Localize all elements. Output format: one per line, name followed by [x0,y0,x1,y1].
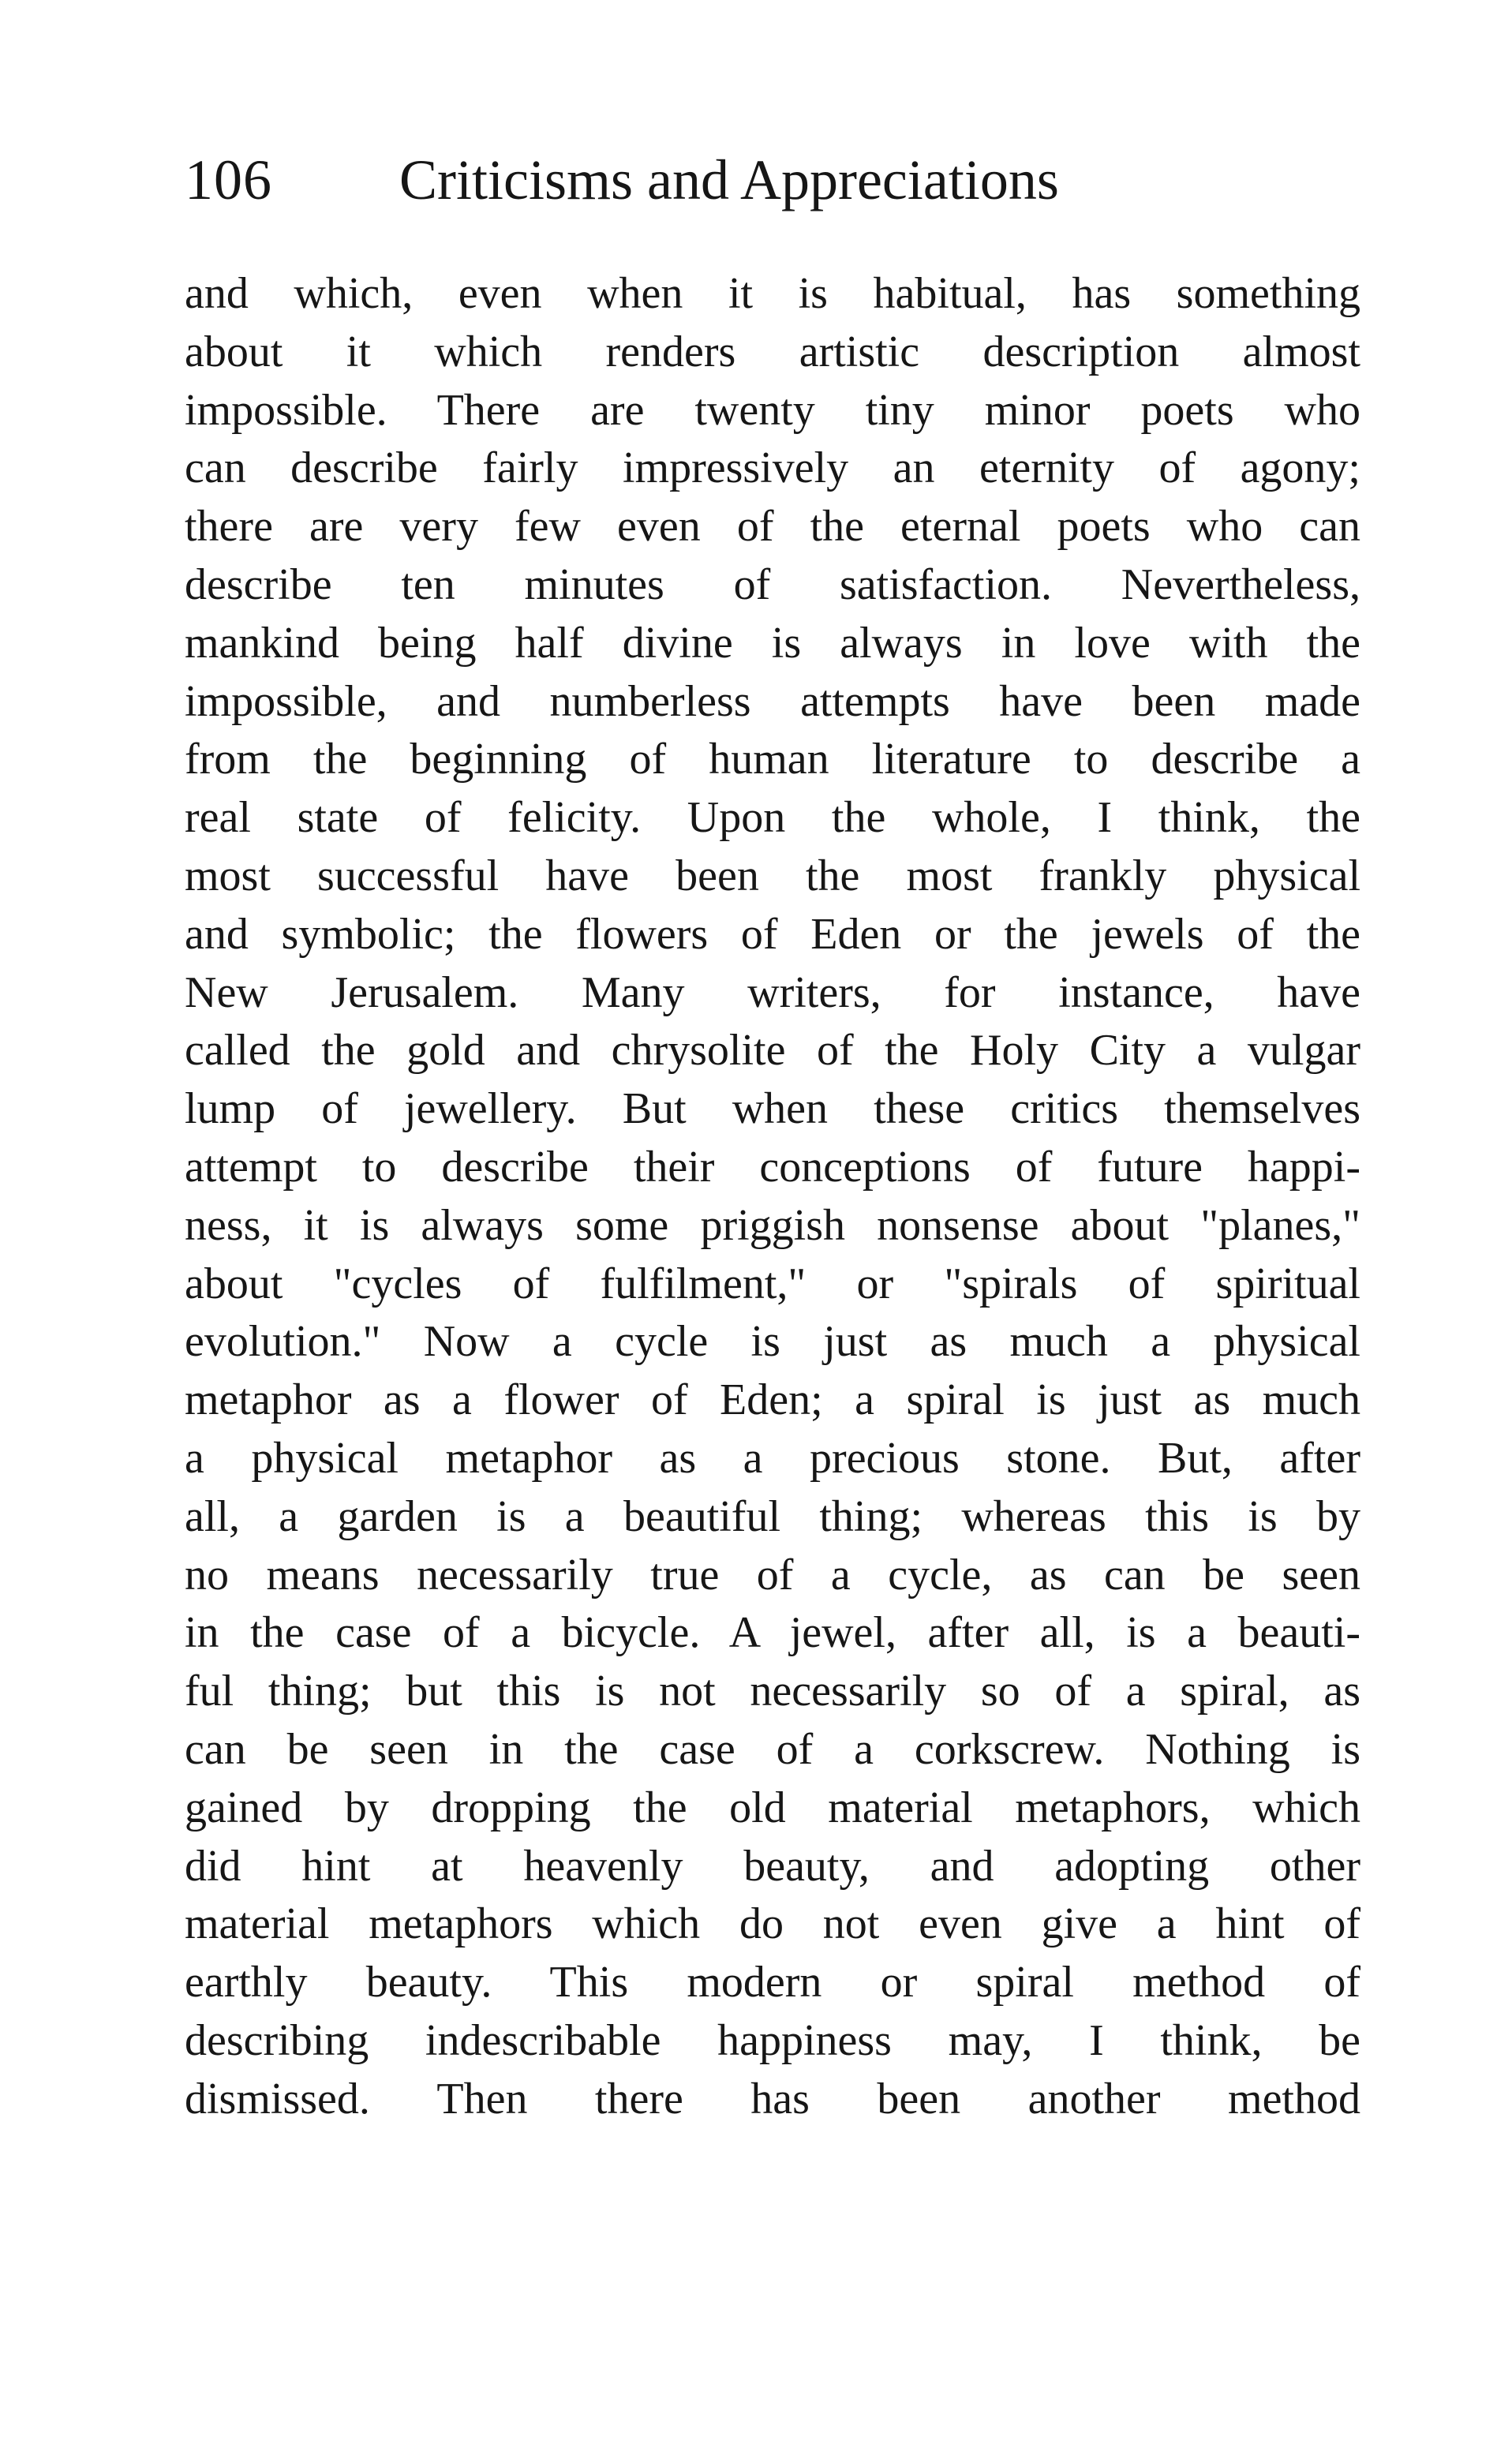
text-line: and symbolic; the flowers of Eden or the jewels of the [185,909,1360,959]
text-line: earthly beauty. This modern or spiral method of [185,1958,1360,2007]
text-line: about it which renders artistic description almost [185,327,1360,376]
text-line: in the case of a bicycle. A jewel, after all, is a beauti- [185,1608,1360,1658]
text-line: did hint at heavenly beauty, and adopting other [185,1841,1360,1891]
text-line: about "cycles of fulfilment," or "spirals of spiritual [185,1259,1360,1308]
running-title: Criticisms and Appreciations [399,148,1059,211]
text-line: attempt to describe their conceptions of future happi- [185,1142,1360,1192]
text-line: real state of felicity. Upon the whole, I think, the [185,793,1360,843]
text-line: ness, it is always some priggish nonsense about "planes," [185,1200,1360,1250]
page-number: 106 [185,148,272,211]
text-line: evolution." Now a cycle is just as much a physical [185,1317,1360,1367]
body-text [185,265,1360,2129]
text-line: from the beginning of human literature to describe a [185,735,1360,784]
text-line: describe ten minutes of satisfaction. Nevertheless, [185,559,1360,609]
text-line: ful thing; but this is not necessarily so of a spiral, as [185,1667,1360,1716]
text-line: describing indescribable happiness may, I think, be [185,2015,1360,2065]
text-line: and which, even when it is habitual, has something [185,269,1360,318]
text-line: material metaphors which do not even give a hint of [185,1899,1360,1949]
text-line: a physical metaphor as a precious stone. But, after [185,1433,1360,1483]
text-line: New Jerusalem. Many writers, for instance, have [185,967,1360,1017]
text-line: most successful have been the most frankly physical [185,851,1360,900]
text-line: can be seen in the case of a corkscrew. Nothing is [185,1724,1360,1774]
text-line: dismissed. Then there has been another method [185,2074,1360,2123]
text-line: called the gold and chrysolite of the Holy City a vulgar [185,1026,1360,1076]
text-line: metaphor as a flower of Eden; a spiral is just as much [185,1375,1360,1425]
text-line: gained by dropping the old material metaphors, which [185,1783,1360,1832]
text-line: mankind being half divine is always in love with the [185,618,1360,668]
text-line: impossible. There are twenty tiny minor poets who [185,385,1360,435]
text-line: lump of jewellery. But when these critics themselves [185,1084,1360,1134]
text-line: impossible, and numberless attempts have been made [185,676,1360,726]
running-head [185,140,1360,219]
text-line: no means necessarily true of a cycle, as can be seen [185,1550,1360,1600]
text-line: there are very few even of the eternal poets who can [185,502,1360,552]
text-line: can describe fairly impressively an eternity of agony; [185,443,1360,493]
text-line: all, a garden is a beautiful thing; whereas this is by [185,1491,1360,1541]
